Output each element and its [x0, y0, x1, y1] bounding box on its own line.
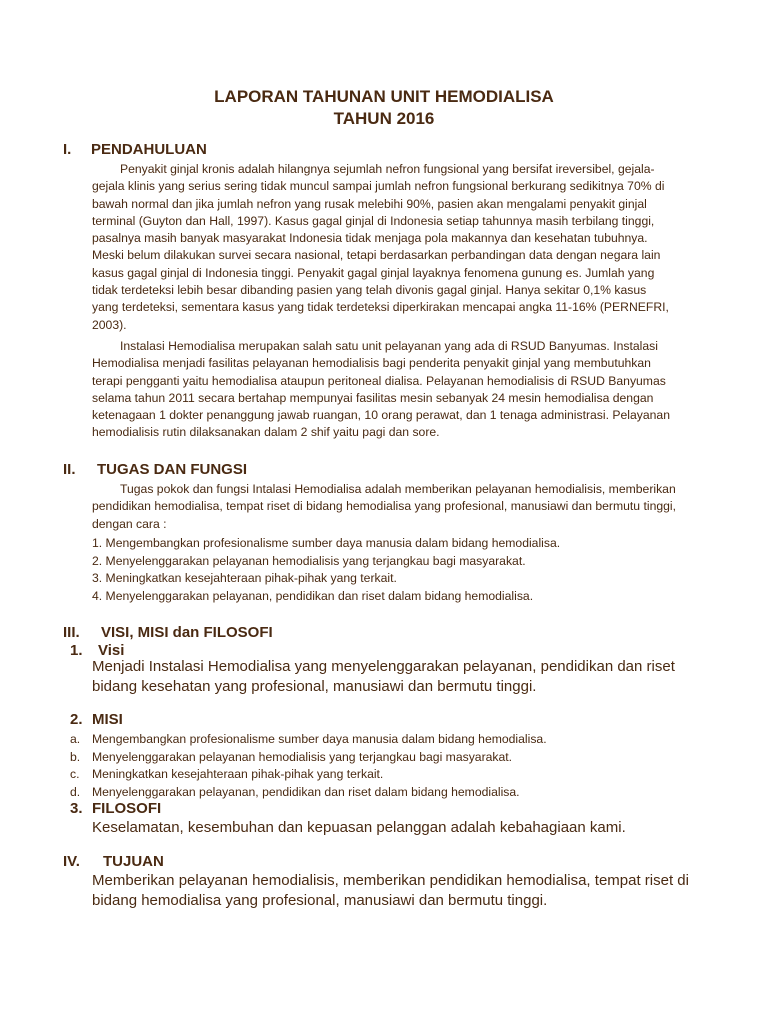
- section-1-paragraph-2-text: Instalasi Hemodialisa merupakan salah satu unit pelayanan yang ada di RSUD Banyumas. Instalasi Hemodialisa menjadi fasilitas pelayanan hemodialisis bagi penderita penyakit ginjal yang membutuhkan terapi pengganti yaitu hemodialisa ataupun peritoneal dialisa. Pelayanan hemodialisis di RSUD Banyumas selama tahun 2011 secara bertahap mempunyai fasilitas mesin sebanyak 24 mesin hemodialisa dengan ketenagaan 1 dokter penanggung jawab ruangan, 10 orang perawat, dan 1 tenaga administrasi. Pelayanan hemodialisis rutin dilaksanakan dalam 2 shif yaitu pagi dan sore.: [92, 339, 670, 440]
- list-item: 3. Meningkatkan kesejahteraan pihak-pihak yang terkait.: [92, 571, 397, 586]
- visi-text: Menjadi Instalasi Hemodialisa yang menyelenggarakan pelayanan, pendidikan dan riset bidang kesehatan yang profesional, manusiawi dan bermutu tinggi.: [92, 658, 675, 695]
- section-2-list: [92, 535, 692, 605]
- filosofi-heading: [70, 799, 161, 819]
- document-title-line1: LAPORAN TAHUNAN UNIT HEMODIALISA: [214, 87, 554, 106]
- section-2-heading: [63, 460, 247, 480]
- misi-list: [70, 731, 690, 801]
- section-4-title: TUJUAN: [103, 853, 164, 870]
- section-1-paragraph-1: [92, 161, 672, 334]
- section-3-heading: [63, 623, 273, 643]
- section-1-paragraph-1-text: Penyakit ginjal kronis adalah hilangnya sejumlah nefron fungsional yang bersifat ireversibel, gejala-gejala klinis yang serius sering tidak muncul sampai jumlah nefron fungsional berkurang sedikitnya 70% di bawah normal dan jika jumlah nefron yang rusak melebihi 90%, pasien akan mengalami penyakit ginjal terminal (Guyton dan Hall, 1997). Kasus gagal ginjal di Indonesia setiap tahunnya masih terbilang tinggi, pasalnya masih banyak masyarakat Indonesia tidak menjaga pola makannya dan kesehatan tubuhnya. Meski belum dilakukan survei secara nasional, tetapi berdasarkan perbandingan data dengan negara lain kasus gagal ginjal di Indonesia tinggi. Penyakit gagal ginjal layaknya fenomena gunung es. Jumlah yang tidak terdeteksi lebih besar dibanding pasien yang telah divonis gagal ginjal. Hanya sekitar 0,1% kasus yang terdeteksi, sementara kasus yang tidak terdeteksi diperkirakan mencapai angka 11-16% (PERNEFRI, 2003).: [92, 162, 669, 332]
- section-2-paragraph-text: Tugas pokok dan fungsi Intalasi Hemodialisa adalah memberikan pelayanan hemodialisis, memberikan pendidikan hemodialisa, tempat riset di bidang hemodialisa yang profesional, manusiawi dan bermutu tinggi, dengan cara :: [92, 482, 676, 531]
- list-item: 1. Mengembangkan profesionalisme sumber daya manusia dalam bidang hemodialisa.: [92, 536, 561, 550]
- list-item: [70, 731, 690, 749]
- section-3-title: VISI, MISI dan FILOSOFI: [101, 624, 273, 641]
- document-title-line2: TAHUN 2016: [333, 109, 435, 128]
- filosofi-title: FILOSOFI: [92, 800, 162, 817]
- list-item: [70, 766, 690, 784]
- list-item: 2. Menyelenggarakan pelayanan hemodialisis yang terjangkau bagi masyarakat.: [92, 553, 526, 568]
- list-item-text: Menyelenggarakan pelayanan, pendidikan dan riset dalam bidang hemodialisa.: [92, 784, 520, 799]
- list-item-text: Menyelenggarakan pelayanan hemodialisis yang terjangkau bagi masyarakat.: [92, 749, 513, 764]
- visi-number: 1.: [70, 642, 83, 659]
- list-item: [70, 784, 690, 802]
- list-marker: c.: [70, 767, 80, 782]
- list-item: [70, 749, 690, 767]
- section-2-paragraph: [92, 481, 682, 533]
- section-1-paragraph-2: [92, 338, 672, 442]
- filosofi-number: 3.: [70, 800, 83, 817]
- section-4-heading: [63, 852, 164, 872]
- section-2-number: II.: [63, 461, 76, 478]
- section-1-heading: [63, 140, 207, 160]
- list-marker: a.: [70, 732, 81, 746]
- misi-title: MISI: [92, 711, 123, 728]
- section-2-title: TUGAS DAN FUNGSI: [97, 461, 247, 478]
- section-4-text: Memberikan pelayanan hemodialisis, memberikan pendidikan hemodialisa, tempat riset di bidang hemodialisa yang profesional, manusiawi dan bermutu tinggi.: [92, 872, 689, 909]
- list-marker: d.: [70, 784, 81, 799]
- visi-title: Visi: [98, 642, 125, 659]
- section-1-number: I.: [63, 141, 72, 158]
- section-1-title: PENDAHULUAN: [91, 141, 207, 158]
- filosofi-text: Keselamatan, kesembuhan dan kepuasan pelanggan adalah kebahagiaan kami.: [92, 819, 626, 836]
- misi-number: 2.: [70, 711, 83, 728]
- section-4-number: IV.: [63, 853, 80, 870]
- list-item-text: Mengembangkan profesionalisme sumber daya manusia dalam bidang hemodialisa.: [92, 732, 547, 746]
- list-marker: b.: [70, 749, 81, 764]
- list-item: 4. Menyelenggarakan pelayanan, pendidikan dan riset dalam bidang hemodialisa.: [92, 588, 534, 603]
- misi-heading: [70, 710, 123, 730]
- section-3-number: III.: [63, 624, 80, 641]
- list-item-text: Meningkatkan kesejahteraan pihak-pihak yang terkait.: [92, 767, 384, 782]
